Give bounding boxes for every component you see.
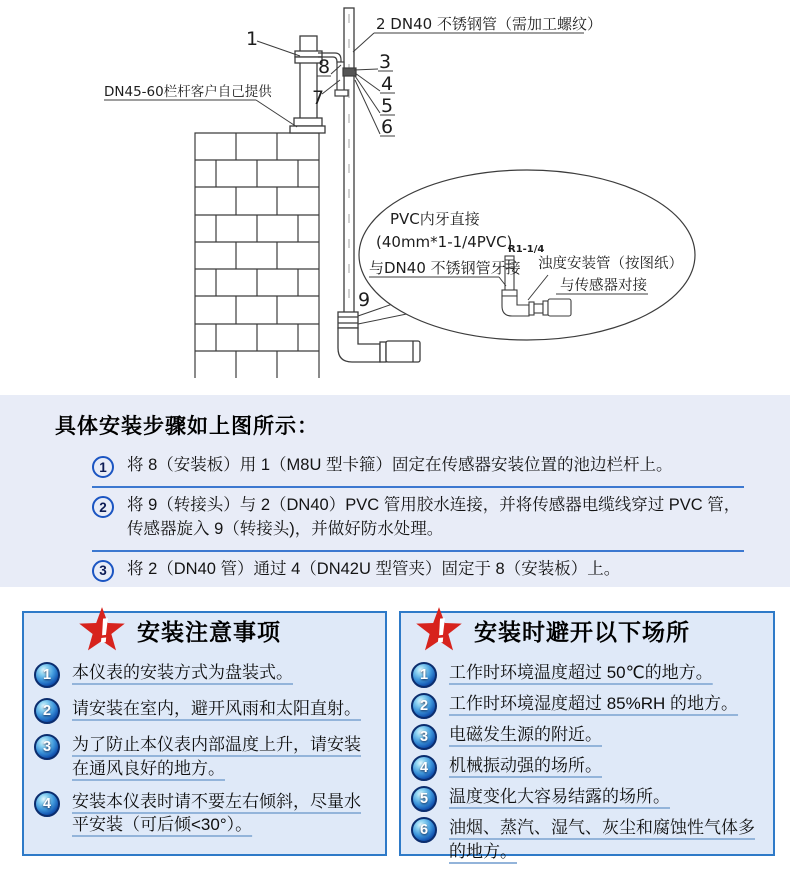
item-number-badge: 4 (411, 755, 437, 781)
avoid-item-2 (411, 692, 763, 719)
brick-wall (195, 133, 319, 378)
avoid-item-text: 油烟、蒸汽、湿气、灰尘和腐蚀性气体多的地方。 (449, 818, 755, 861)
callout-7: 7 (312, 87, 325, 109)
warning-star-icon (76, 604, 128, 656)
avoid-item-text: 工作时环境温度超过 50℃的地方。 (449, 663, 713, 682)
warning-star-icon (413, 604, 465, 656)
avoid-item-text: 温度变化大容易结露的场所。 (449, 787, 670, 806)
item-number-badge: 1 (34, 662, 60, 688)
avoid-item-6 (411, 816, 763, 864)
step-number-circle: 2 (92, 496, 114, 518)
avoid-places-box (399, 611, 775, 861)
avoid-box-header (411, 604, 763, 656)
detail-ellipse (358, 170, 695, 340)
pipe-label: 2 DN40 不锈钢管（需加工螺纹） (376, 15, 602, 33)
avoid-items (411, 661, 763, 864)
callout-1: 1 (246, 28, 259, 50)
steps-title: 具体安装步骤如上图所示： (55, 415, 319, 438)
exclamation-glyph: ! (96, 611, 112, 651)
item-number-badge: 3 (411, 724, 437, 750)
notice-item-text: 安装本仪表时请不要左右倾斜，尽量水平安装（可后倾<30°）。 (72, 791, 361, 835)
avoid-item-1 (411, 661, 763, 688)
notice-item-4 (34, 790, 375, 838)
detail-label-pvc-2: (40mm*1-1/4PVC) (376, 233, 513, 251)
item-number-badge: 5 (411, 786, 437, 812)
step-number-circle: 1 (92, 456, 114, 478)
notice-item-text: 为了防止本仪表内部温度上升，请安装在通风良好的地方。 (72, 735, 361, 778)
notice-item-text: 本仪表的安装方式为盘装式。 (72, 663, 293, 682)
step-number-circle: 3 (92, 560, 114, 582)
detail-label-pvc-3: 与DN40 不锈钢管牙接 (369, 259, 521, 277)
notice-box-header (34, 604, 375, 656)
notice-item-2 (34, 697, 375, 724)
avoid-box-title: 安装时避开以下场所 (474, 618, 690, 645)
avoid-item-5 (411, 785, 763, 812)
notice-item-3 (34, 733, 375, 781)
item-number-badge: 2 (411, 693, 437, 719)
step-text: 将 8（安装板）用 1（M8U 型卡箍）固定在传感器安装位置的池边栏杆上。 (127, 456, 673, 474)
callout-5: 5 (381, 95, 394, 117)
installation-diagram-svg (0, 0, 790, 395)
detail-label-thread: R1-1/4 (508, 244, 545, 255)
installation-diagram (0, 0, 790, 395)
step-row-2 (92, 486, 744, 550)
callout-3: 3 (379, 51, 392, 73)
detail-label-turb-2: 与传感器对接 (560, 278, 647, 294)
step-text: 将 9（转接头）与 2（DN40）PVC 管用胶水连接，并将传感器电缆线穿过 PVC 管，传感器旋入 9（转接头)，并做好防水处理。 (127, 496, 741, 538)
item-number-badge: 6 (411, 817, 437, 843)
avoid-item-4 (411, 754, 763, 781)
stainless-pipe (344, 8, 354, 313)
pole-label: DN45-60栏杆客户自己提供 (104, 84, 272, 100)
step-row-1 (92, 448, 744, 486)
step-row-3 (92, 550, 744, 587)
exclamation-glyph: ! (433, 611, 449, 651)
railing-post (290, 36, 325, 133)
item-number-badge: 4 (34, 791, 60, 817)
item-number-badge: 3 (34, 734, 60, 760)
installation-steps-section (0, 395, 790, 587)
notice-box-title: 安装注意事项 (137, 618, 281, 645)
steps-list (92, 448, 744, 587)
avoid-item-3 (411, 723, 763, 750)
callout-4: 4 (381, 73, 394, 95)
installation-notice-box (22, 611, 387, 856)
callout-6: 6 (381, 116, 394, 138)
item-number-badge: 2 (34, 698, 60, 724)
step-text: 将 2（DN40 管）通过 4（DN42U 型管夹）固定于 8（安装板）上。 (127, 559, 621, 578)
notice-item-text: 请安装在室内，避开风雨和太阳直射。 (72, 699, 361, 718)
detail-label-pvc-1: PVC内牙直接 (390, 210, 480, 228)
callout-8: 8 (318, 56, 331, 78)
notice-items (34, 661, 375, 837)
notice-item-1 (34, 661, 375, 688)
avoid-item-text: 电磁发生源的附近。 (449, 725, 602, 744)
warning-boxes (22, 611, 775, 861)
detail-label-turb-1: 浊度安装管（按图纸） (538, 256, 683, 272)
callout-9: 9 (358, 289, 371, 311)
avoid-item-text: 机械振动强的场所。 (449, 756, 602, 775)
item-number-badge: 1 (411, 662, 437, 688)
avoid-item-text: 工作时环境湿度超过 85%RH 的地方。 (449, 694, 739, 713)
